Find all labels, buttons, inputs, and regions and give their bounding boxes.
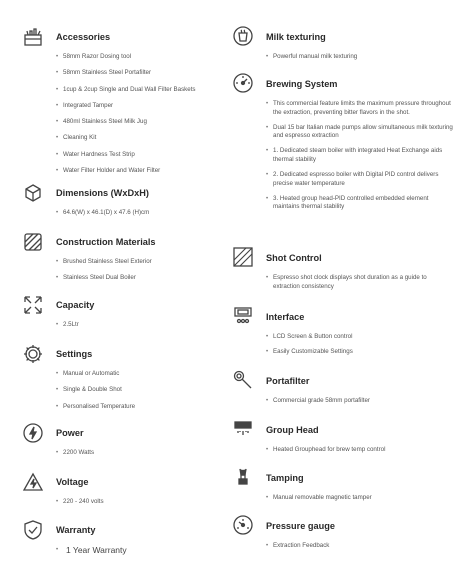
list-item: • 3. Heated group head-PID controlled embedded element maintains thermal stability: [266, 195, 453, 212]
section-title: Interface: [266, 312, 305, 322]
item-list: [266, 397, 453, 412]
item-list: [56, 545, 127, 563]
section-title: Power: [56, 428, 84, 438]
section-title: Accessories: [56, 32, 111, 42]
item-list: [266, 100, 453, 218]
list-item: • Powerful manual milk texturing: [266, 53, 453, 62]
cube-dimensions-icon: [22, 182, 44, 204]
item-list: [266, 446, 453, 461]
item-list: [56, 449, 94, 465]
list-item: • 2.5Ltr: [56, 321, 79, 330]
section-title: Shot Control: [266, 253, 322, 263]
list-item: • Water Filter Holder and Water Filter: [56, 167, 196, 176]
milk-texturing-icon: [232, 25, 254, 47]
section-title: Construction Materials: [56, 237, 156, 247]
section-title: Settings: [56, 349, 93, 359]
list-item: • Cleaning Kit: [56, 134, 196, 143]
list-item: • Single & Double Shot: [56, 386, 135, 395]
item-list: [56, 498, 104, 514]
list-item: • 1 Year Warranty: [56, 545, 127, 555]
shot-control-icon: [232, 246, 254, 268]
list-item: • Water Hardness Test Strip: [56, 151, 196, 160]
list-item: • This commercial feature limits the maximum pressure throughout the extraction, preventing bitter flavors in the shot.: [266, 100, 453, 117]
list-item: • Extraction Feedback: [266, 542, 453, 551]
section-title: Pressure gauge: [266, 521, 335, 531]
list-item: • Stainless Steel Dual Boiler: [56, 274, 152, 283]
shield-check-icon: [22, 519, 44, 541]
tamper-icon: [232, 466, 254, 488]
group-head-icon: [232, 418, 254, 440]
list-item: • Manual or Automatic: [56, 370, 135, 379]
item-list: [56, 53, 196, 183]
item-list: [56, 258, 152, 291]
item-list: [56, 370, 135, 419]
list-item: • 2. Dedicated espresso boiler with Digital PID control delivers precise water temperature: [266, 171, 453, 188]
section-title: Tamping: [266, 473, 304, 483]
gear-icon: [22, 343, 44, 365]
section-title: Portafilter: [266, 376, 310, 386]
list-item: • Personalised Temperature: [56, 403, 135, 412]
interface-panel-icon: [232, 305, 254, 327]
list-item: • Commercial grade 58mm portafilter: [266, 397, 453, 406]
section-title: Brewing System: [266, 79, 338, 89]
list-item: • Dual 15 bar Italian made pumps allow simultaneous milk texturing and espresso extraction: [266, 124, 453, 141]
portafilter-icon: [232, 369, 254, 391]
item-list: [266, 494, 453, 509]
list-item: • Espresso shot clock displays shot duration as a guide to extraction consistency: [266, 274, 453, 291]
list-item: • Easily Customizable Settings: [266, 348, 453, 357]
section-title: Group Head: [266, 425, 319, 435]
list-item: • 220 - 240 volts: [56, 498, 104, 507]
pressure-gauge-icon: [232, 514, 254, 536]
power-bolt-icon: [22, 422, 44, 444]
toolbox-icon: [22, 26, 44, 48]
list-item: • Heated Grouphead for brew temp control: [266, 446, 453, 455]
list-item: • Integrated Tamper: [56, 102, 196, 111]
item-list: [56, 209, 149, 225]
item-list: [266, 274, 453, 298]
list-item: • 58mm Razor Dosing tool: [56, 53, 196, 62]
list-item: • LCD Screen & Button control: [266, 333, 453, 342]
section-title: Milk texturing: [266, 32, 326, 42]
section-title: Capacity: [56, 300, 95, 310]
item-list: [56, 321, 79, 337]
section-title: Dimensions (WxDxH): [56, 188, 149, 198]
voltage-warning-icon: [22, 471, 44, 493]
list-item: • 64.6(W) x 46.1(D) x 47.6 (H)cm: [56, 209, 149, 218]
brewing-gauge-icon: [232, 72, 254, 94]
list-item: • 480ml Stainless Steel Milk Jug: [56, 118, 196, 127]
list-item: • Brushed Stainless Steel Exterior: [56, 258, 152, 267]
item-list: [266, 333, 453, 363]
item-list: [266, 542, 453, 557]
list-item: • 58mm Stainless Steel Portafilter: [56, 69, 196, 78]
item-list: [266, 53, 453, 68]
expand-arrows-icon: [22, 294, 44, 316]
material-swatch-icon: [22, 231, 44, 253]
list-item: • Manual removable magnetic tamper: [266, 494, 453, 503]
list-item: • 1cup & 2cup Single and Dual Wall Filter Baskets: [56, 86, 196, 95]
list-item: • 2200 Watts: [56, 449, 94, 458]
section-title: Voltage: [56, 477, 89, 487]
list-item: • 1. Dedicated steam boiler with integrated Heat Exchange aids thermal stability: [266, 147, 453, 164]
section-title: Warranty: [56, 525, 96, 535]
